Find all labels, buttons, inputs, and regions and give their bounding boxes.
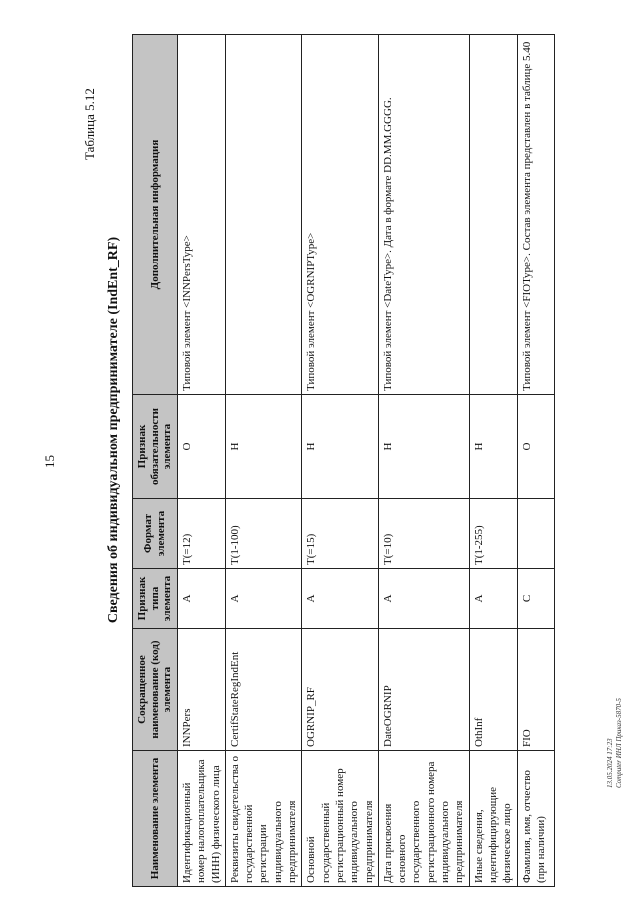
cell-info: Типовой элемент <FIOType>. Состав элемента представлен в таблице 5.40 bbox=[517, 35, 554, 395]
cell-name: Основной государственный регистрационный номер индивидуального предпринимателя bbox=[302, 751, 378, 887]
cell-info: Типовой элемент <OGRNIPType> bbox=[302, 35, 378, 395]
header-element-type: Признак типа элемента bbox=[133, 569, 178, 629]
cell-info: Типовой элемент <DateType>. Дата в формате DD.MM.GGGG. bbox=[378, 35, 469, 395]
table-header-row bbox=[133, 35, 178, 887]
cell-name: Фамилия, имя, отчество (при наличии) bbox=[517, 751, 554, 887]
cell-format: T(1-100) bbox=[225, 499, 301, 569]
cell-required: О bbox=[178, 395, 226, 499]
cell-format: T(=12) bbox=[178, 499, 226, 569]
cell-type: А bbox=[178, 569, 226, 629]
cell-required: О bbox=[517, 395, 554, 499]
cell-info bbox=[225, 35, 301, 395]
header-element-required: Признак обязательности элемента bbox=[133, 395, 178, 499]
table-row bbox=[378, 35, 469, 887]
cell-name: Идентификационный номер налогоплательщика (ИНН) физического лица bbox=[178, 751, 226, 887]
cell-code: OthInf bbox=[469, 629, 517, 751]
spec-table bbox=[132, 34, 555, 887]
header-element-format: Формат элемента bbox=[133, 499, 178, 569]
table-caption: Сведения об индивидуальном предпринимателе (IndEnt_RF) bbox=[106, 236, 121, 624]
cell-required: Н bbox=[469, 395, 517, 499]
cell-format bbox=[517, 499, 554, 569]
cell-required: Н bbox=[378, 395, 469, 499]
cell-type: А bbox=[225, 569, 301, 629]
table-row bbox=[178, 35, 226, 887]
electronic-signature-stamp bbox=[606, 698, 624, 788]
header-element-name: Наименование элемента bbox=[133, 751, 178, 887]
cell-required: Н bbox=[302, 395, 378, 499]
table-row bbox=[469, 35, 517, 887]
signature-details: Computer ИНЛ Приказ-5870-5 bbox=[615, 698, 624, 788]
signature-timestamp: 13.05.2024 17:23 bbox=[606, 738, 614, 788]
cell-type: А bbox=[469, 569, 517, 629]
page-number: 15 bbox=[42, 455, 57, 468]
cell-name: Иные сведения, идентифицирующие физическое лицо bbox=[469, 751, 517, 887]
cell-code: FIO bbox=[517, 629, 554, 751]
cell-code: OGRNIP_RF bbox=[302, 629, 378, 751]
cell-info bbox=[469, 35, 517, 395]
cell-required: Н bbox=[225, 395, 301, 499]
header-additional-info: Дополнительная информация bbox=[133, 35, 178, 395]
cell-format: T(=15) bbox=[302, 499, 378, 569]
cell-code: INNPers bbox=[178, 629, 226, 751]
table-row bbox=[302, 35, 378, 887]
cell-format: T(1-255) bbox=[469, 499, 517, 569]
cell-name: Реквизиты свидетельства о государственной регистрации индивидуального предпринимателя bbox=[225, 751, 301, 887]
cell-info: Типовой элемент <INNPersType> bbox=[178, 35, 226, 395]
table-row bbox=[517, 35, 554, 887]
cell-name: Дата присвоения основного государственного регистрационного номера индивидуального предпринимателя bbox=[378, 751, 469, 887]
cell-type: С bbox=[517, 569, 554, 629]
cell-code: DateOGRNIP bbox=[378, 629, 469, 751]
table-number: Таблица 5.12 bbox=[82, 88, 97, 160]
cell-type: А bbox=[378, 569, 469, 629]
table-row bbox=[225, 35, 301, 887]
cell-format: T(=10) bbox=[378, 499, 469, 569]
header-element-code: Сокращенное наименование (код) элемента bbox=[133, 629, 178, 751]
cell-code: CertifStateRegIndEnt bbox=[225, 629, 301, 751]
cell-type: А bbox=[302, 569, 378, 629]
